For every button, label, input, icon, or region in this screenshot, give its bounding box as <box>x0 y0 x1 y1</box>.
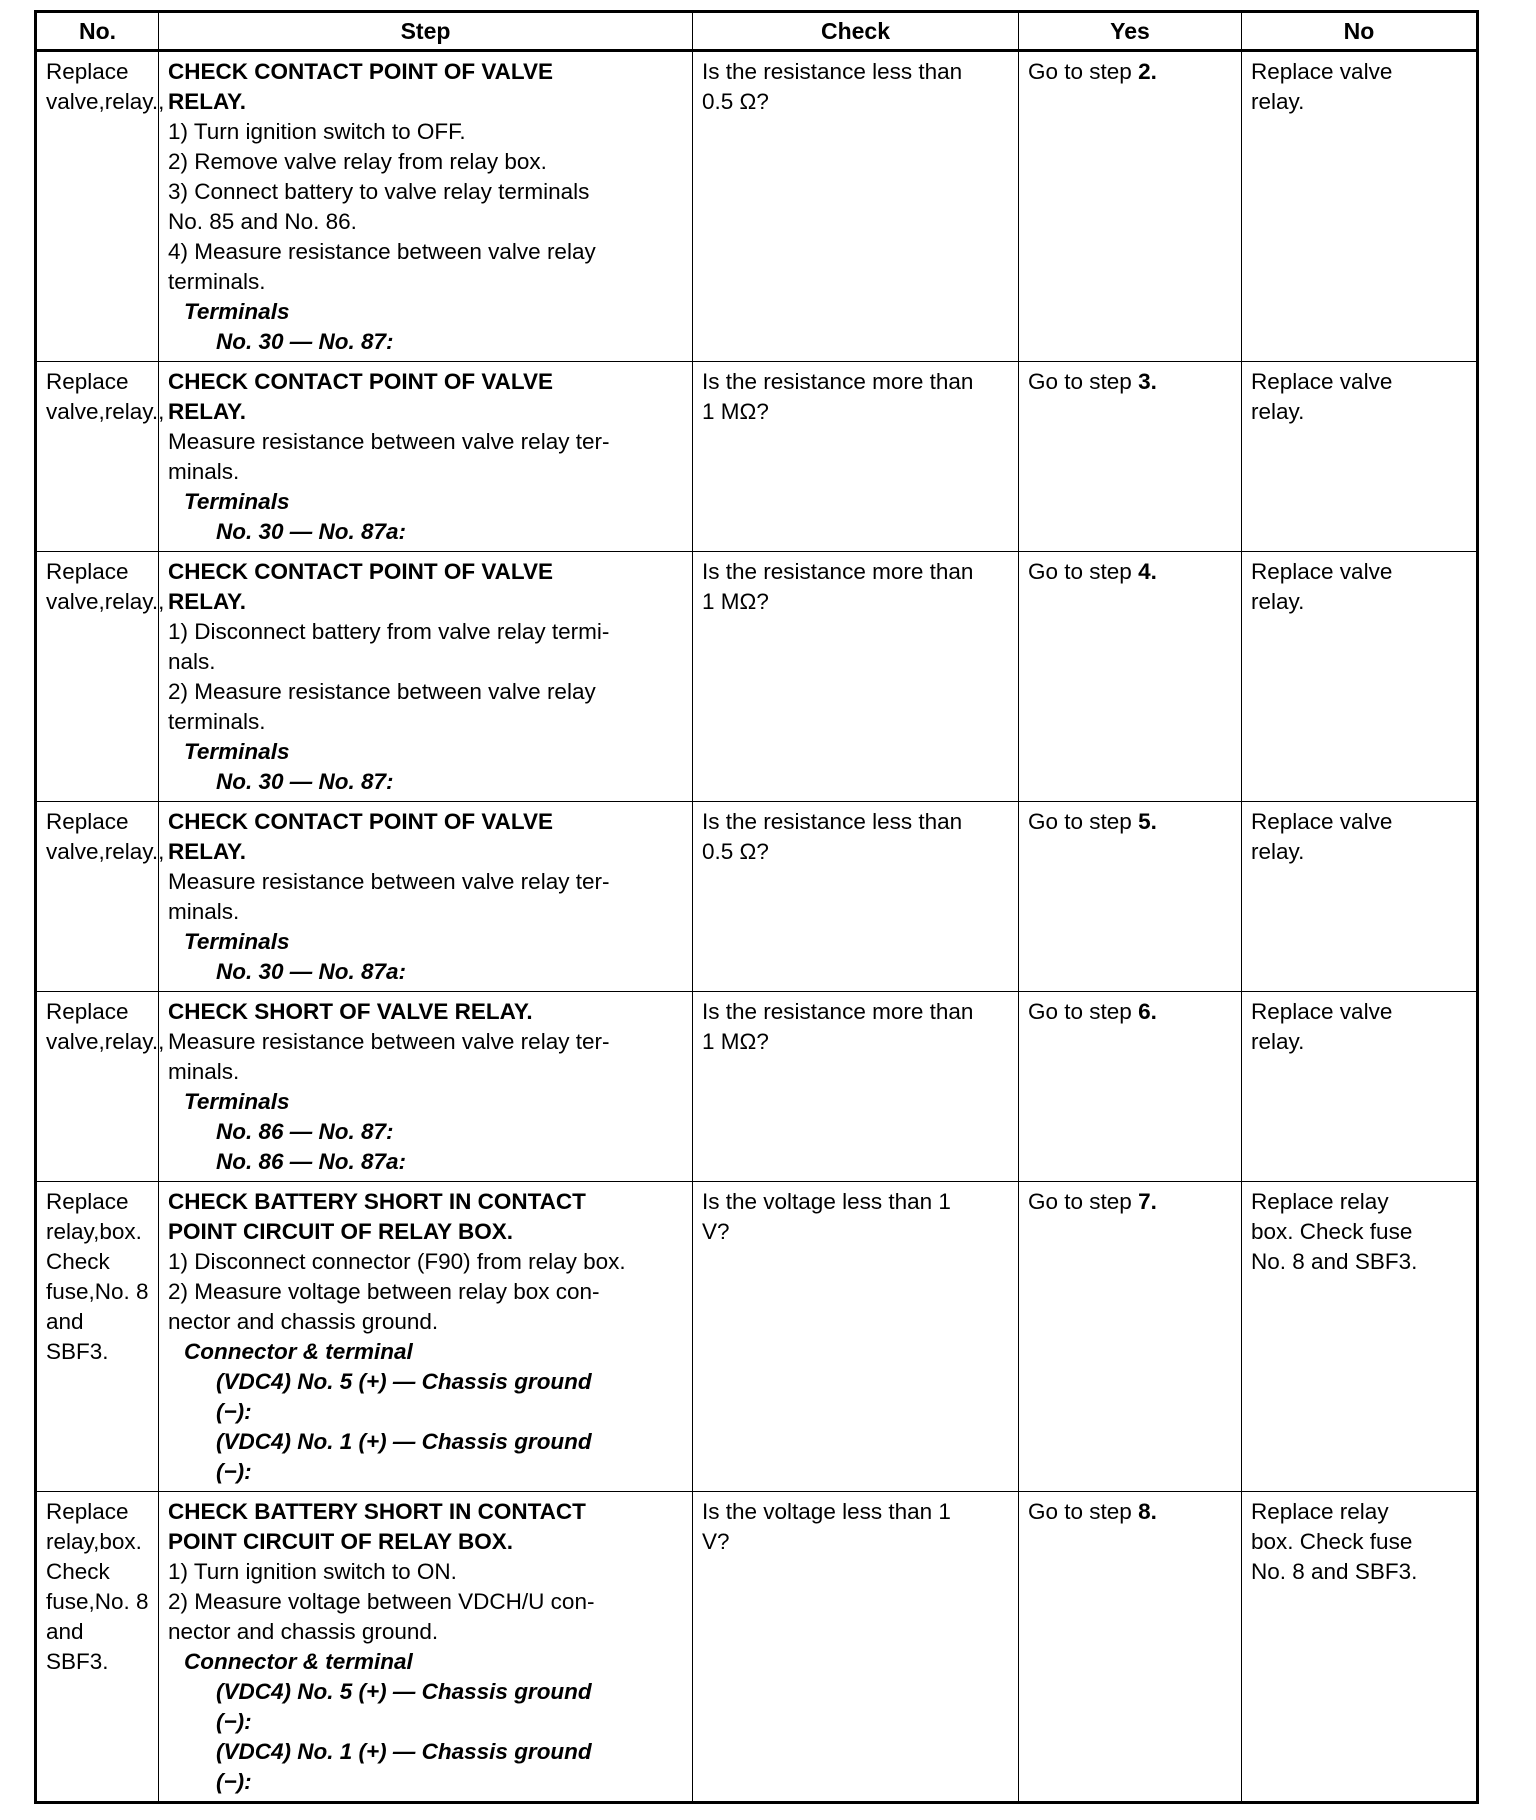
no-text: relay. <box>1251 839 1305 864</box>
check-text: Is the voltage less than 1 <box>702 1189 951 1214</box>
terminal-spec: (VDC4) No. 1 (+) — Chassis ground <box>216 1429 592 1454</box>
no-cell <box>1242 1182 1478 1492</box>
step-number: Replace valve,relay., <box>36 362 159 552</box>
step-instruction: 1) Turn ignition switch to OFF. <box>168 119 466 144</box>
check-text: 0.5 Ω? <box>702 839 769 864</box>
check-text: Is the resistance more than <box>702 559 974 584</box>
terminal-spec: No. 30 — No. 87: <box>216 769 394 794</box>
diagnostic-table <box>34 10 1479 1804</box>
step-title: CHECK CONTACT POINT OF VALVE <box>168 809 553 834</box>
step-instruction: 2) Measure voltage between relay box con- <box>168 1279 600 1304</box>
step-title: CHECK BATTERY SHORT IN CONTACT <box>168 1499 586 1524</box>
table-row <box>36 802 1478 992</box>
header-no-action: No <box>1242 12 1478 51</box>
yes-cell <box>1019 802 1242 992</box>
step-number: Replace relay,box. Check fuse,No. 8 and SBF3. <box>36 1492 159 1803</box>
check-text: 1 MΩ? <box>702 399 769 424</box>
yes-step-number: 8. <box>1138 1499 1157 1524</box>
step-number: Replace valve,relay., <box>36 802 159 992</box>
yes-step-number: 3. <box>1138 369 1157 394</box>
no-text: relay. <box>1251 589 1305 614</box>
no-text: Replace valve <box>1251 999 1393 1024</box>
step-instruction: minals. <box>168 459 240 484</box>
step-instruction: terminals. <box>168 269 266 294</box>
step-title: RELAY. <box>168 399 246 424</box>
no-text: relay. <box>1251 1029 1305 1054</box>
yes-step-number: 7. <box>1138 1189 1157 1214</box>
check-text: 1 MΩ? <box>702 1029 769 1054</box>
terminal-spec: No. 30 — No. 87: <box>216 329 394 354</box>
no-cell <box>1242 362 1478 552</box>
terminal-spec: (−): <box>216 1769 252 1794</box>
terminals-heading: Terminals <box>184 929 290 954</box>
step-title: CHECK CONTACT POINT OF VALVE <box>168 369 553 394</box>
no-text: Replace relay <box>1251 1189 1389 1214</box>
no-text: Replace valve <box>1251 59 1393 84</box>
step-instruction: minals. <box>168 1059 240 1084</box>
step-instruction: nector and chassis ground. <box>168 1619 439 1644</box>
header-row <box>36 12 1478 51</box>
terminal-spec: (−): <box>216 1399 252 1424</box>
step-instruction: minals. <box>168 899 240 924</box>
step-instruction: nals. <box>168 649 216 674</box>
yes-text: Go to step <box>1028 1189 1139 1214</box>
step-instruction: Measure resistance between valve relay ter- <box>168 1029 610 1054</box>
yes-text: Go to step <box>1028 1499 1139 1524</box>
step-cell <box>159 1182 693 1492</box>
header-yes: Yes <box>1019 12 1242 51</box>
terminal-spec: No. 86 — No. 87: <box>216 1119 394 1144</box>
no-cell <box>1242 802 1478 992</box>
yes-step-number: 5. <box>1138 809 1157 834</box>
step-instruction: 2) Remove valve relay from relay box. <box>168 149 547 174</box>
step-instruction: nector and chassis ground. <box>168 1309 439 1334</box>
yes-text: Go to step <box>1028 59 1139 84</box>
step-instruction: 4) Measure resistance between valve relay <box>168 239 596 264</box>
check-text: 0.5 Ω? <box>702 89 769 114</box>
terminals-heading: Terminals <box>184 489 290 514</box>
step-instruction: 1) Turn ignition switch to ON. <box>168 1559 457 1584</box>
no-text: Replace valve <box>1251 369 1393 394</box>
check-cell <box>693 362 1019 552</box>
terminals-heading: Connector & terminal <box>184 1339 413 1364</box>
step-title: POINT CIRCUIT OF RELAY BOX. <box>168 1219 514 1244</box>
no-text: Replace valve <box>1251 559 1393 584</box>
step-cell <box>159 362 693 552</box>
yes-text: Go to step <box>1028 809 1139 834</box>
step-instruction: Measure resistance between valve relay ter- <box>168 869 610 894</box>
yes-step-number: 4. <box>1138 559 1157 584</box>
step-instruction: 2) Measure resistance between valve relay <box>168 679 596 704</box>
no-cell <box>1242 51 1478 362</box>
step-number: Replace valve,relay., <box>36 992 159 1182</box>
check-cell <box>693 992 1019 1182</box>
step-instruction: 1) Disconnect connector (F90) from relay box. <box>168 1249 626 1274</box>
check-cell <box>693 51 1019 362</box>
step-number: Replace valve,relay., <box>36 552 159 802</box>
yes-text: Go to step <box>1028 999 1139 1024</box>
no-text: box. Check fuse <box>1251 1529 1413 1554</box>
check-text: V? <box>702 1219 730 1244</box>
terminals-heading: Terminals <box>184 299 290 324</box>
table-row <box>36 1492 1478 1803</box>
terminals-heading: Terminals <box>184 739 290 764</box>
yes-cell <box>1019 51 1242 362</box>
yes-text: Go to step <box>1028 369 1139 394</box>
yes-cell <box>1019 552 1242 802</box>
check-cell <box>693 802 1019 992</box>
terminal-spec: No. 86 — No. 87a: <box>216 1149 407 1174</box>
step-title: RELAY. <box>168 589 246 614</box>
check-cell <box>693 1492 1019 1803</box>
header-step: Step <box>159 12 693 51</box>
yes-cell <box>1019 1182 1242 1492</box>
step-number: Replace relay,box. Check fuse,No. 8 and SBF3. <box>36 1182 159 1492</box>
terminals-heading: Connector & terminal <box>184 1649 413 1674</box>
check-cell <box>693 1182 1019 1492</box>
no-cell <box>1242 552 1478 802</box>
step-instruction: Measure resistance between valve relay ter- <box>168 429 610 454</box>
table-row <box>36 51 1478 362</box>
table-row <box>36 992 1478 1182</box>
check-text: 1 MΩ? <box>702 589 769 614</box>
no-cell <box>1242 992 1478 1182</box>
no-text: Replace relay <box>1251 1499 1389 1524</box>
yes-cell <box>1019 362 1242 552</box>
header-no: No. <box>36 12 159 51</box>
check-text: Is the resistance less than <box>702 59 963 84</box>
no-text: No. 8 and SBF3. <box>1251 1249 1418 1274</box>
terminal-spec: (VDC4) No. 5 (+) — Chassis ground <box>216 1679 592 1704</box>
step-title: CHECK SHORT OF VALVE RELAY. <box>168 999 533 1024</box>
step-title: RELAY. <box>168 89 246 114</box>
no-text: relay. <box>1251 89 1305 114</box>
terminal-spec: (VDC4) No. 1 (+) — Chassis ground <box>216 1739 592 1764</box>
step-instruction: 2) Measure voltage between VDCH/U con- <box>168 1589 595 1614</box>
step-instruction: 1) Disconnect battery from valve relay termi- <box>168 619 610 644</box>
step-title: CHECK BATTERY SHORT IN CONTACT <box>168 1189 586 1214</box>
terminals-heading: Terminals <box>184 1089 290 1114</box>
header-check: Check <box>693 12 1019 51</box>
check-cell <box>693 552 1019 802</box>
yes-step-number: 6. <box>1138 999 1157 1024</box>
step-cell <box>159 992 693 1182</box>
terminal-spec: No. 30 — No. 87a: <box>216 519 407 544</box>
step-number: Replace valve,relay., <box>36 51 159 362</box>
step-cell <box>159 1492 693 1803</box>
step-title: CHECK CONTACT POINT OF VALVE <box>168 59 553 84</box>
no-text: Replace valve <box>1251 809 1393 834</box>
table-row <box>36 362 1478 552</box>
terminal-spec: (−): <box>216 1459 252 1484</box>
no-text: No. 8 and SBF3. <box>1251 1559 1418 1584</box>
yes-cell <box>1019 1492 1242 1803</box>
terminal-spec: (−): <box>216 1709 252 1734</box>
yes-step-number: 2. <box>1138 59 1157 84</box>
terminal-spec: (VDC4) No. 5 (+) — Chassis ground <box>216 1369 592 1394</box>
check-text: Is the resistance more than <box>702 999 974 1024</box>
check-text: V? <box>702 1529 730 1554</box>
step-title: POINT CIRCUIT OF RELAY BOX. <box>168 1529 514 1554</box>
step-cell <box>159 51 693 362</box>
check-text: Is the resistance more than <box>702 369 974 394</box>
no-text: relay. <box>1251 399 1305 424</box>
table-row <box>36 552 1478 802</box>
no-cell <box>1242 1492 1478 1803</box>
check-text: Is the resistance less than <box>702 809 963 834</box>
step-instruction: 3) Connect battery to valve relay terminals <box>168 179 590 204</box>
table-row <box>36 1182 1478 1492</box>
step-cell <box>159 802 693 992</box>
yes-text: Go to step <box>1028 559 1139 584</box>
step-instruction: terminals. <box>168 709 266 734</box>
check-text: Is the voltage less than 1 <box>702 1499 951 1524</box>
yes-cell <box>1019 992 1242 1182</box>
step-cell <box>159 552 693 802</box>
no-text: box. Check fuse <box>1251 1219 1413 1244</box>
step-instruction: No. 85 and No. 86. <box>168 209 357 234</box>
step-title: RELAY. <box>168 839 246 864</box>
terminal-spec: No. 30 — No. 87a: <box>216 959 407 984</box>
step-title: CHECK CONTACT POINT OF VALVE <box>168 559 553 584</box>
